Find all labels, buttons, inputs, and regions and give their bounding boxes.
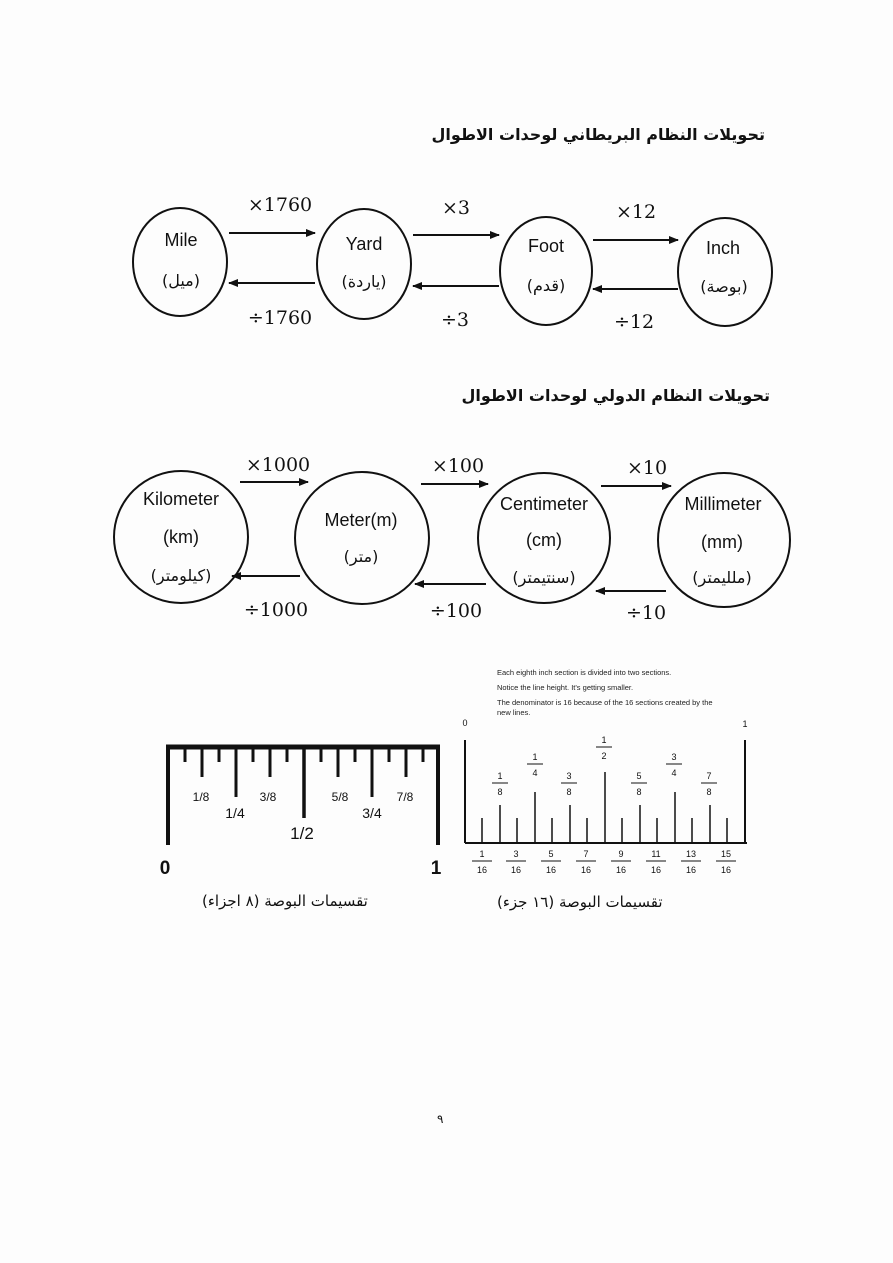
ruler8-label-1-2: 1/2 xyxy=(290,824,314,843)
lower-fraction-den: 16 xyxy=(650,865,662,875)
lower-fraction-den: 16 xyxy=(545,865,557,875)
upper-fraction-den: 8 xyxy=(636,787,642,797)
cm-m-divisor: ÷100 xyxy=(429,600,483,622)
ruler8-caption: تقسيمات البوصة (٨ اجزاء) xyxy=(202,892,368,910)
ruler8-label-1-8: 1/8 xyxy=(192,790,210,804)
kilometer-arabic-label: (كيلومتر) xyxy=(150,566,212,585)
centimeter-abbr: (cm) xyxy=(526,530,562,550)
lower-fraction-num: 11 xyxy=(651,849,661,859)
lower-fraction-num: 1 xyxy=(479,849,485,859)
upper-fraction-num: 5 xyxy=(636,771,642,781)
cm-mm-multiplier: ×10 xyxy=(626,457,668,479)
lower-fraction-den: 16 xyxy=(510,865,522,875)
inch-arabic-label: (بوصة) xyxy=(700,277,748,296)
lower-fraction-den: 16 xyxy=(476,865,488,875)
ruler8-end-label: 1 xyxy=(430,858,442,879)
lower-fraction-num: 13 xyxy=(685,849,697,859)
upper-fraction-num: 1 xyxy=(601,735,607,745)
foot-yard-divisor: ÷3 xyxy=(440,309,470,331)
lower-fraction-den: 16 xyxy=(720,865,732,875)
ruler16-start-label: 0 xyxy=(462,718,468,728)
ruler16-note: The denominator is 16 because of the 16 sections created by the new lines. xyxy=(497,698,713,717)
lower-fraction-den: 16 xyxy=(615,865,627,875)
foot-inch-multiplier: ×12 xyxy=(615,201,657,223)
ruler8-label-7-8: 7/8 xyxy=(396,790,414,804)
upper-fraction-den: 8 xyxy=(566,787,572,797)
meter-circle xyxy=(295,472,429,604)
kilometer-abbr: (km) xyxy=(163,527,199,547)
lower-fraction-num: 5 xyxy=(548,849,554,859)
lower-fraction-num: 15 xyxy=(720,849,732,859)
mm-cm-divisor: ÷10 xyxy=(625,602,667,624)
kilometer-label: Kilometer xyxy=(142,489,220,509)
centimeter-arabic-label: (سنتيمتر) xyxy=(512,568,576,587)
mile-arabic-label: (ميل) xyxy=(161,271,201,290)
inch-label: Inch xyxy=(705,238,741,258)
millimeter-arabic-label: (ملليمتر) xyxy=(692,568,752,587)
yard-foot-multiplier: ×3 xyxy=(441,197,471,219)
ruler16-notes xyxy=(497,668,757,725)
upper-fraction-num: 7 xyxy=(706,771,712,781)
yard-circle xyxy=(317,209,411,319)
meter-label: Meter(m) xyxy=(324,510,398,530)
upper-fraction-den: 8 xyxy=(497,787,503,797)
upper-fraction-den: 8 xyxy=(706,787,712,797)
british-heading: تحويلات النظام البريطاني لوحدات الاطوال xyxy=(431,125,765,144)
upper-fraction-num: 1 xyxy=(532,752,538,762)
ruler8-label-3-8: 3/8 xyxy=(259,790,277,804)
mile-circle xyxy=(133,208,227,316)
metric-heading: تحويلات النظام الدولي لوحدات الاطوال xyxy=(461,386,770,405)
yard-label: Yard xyxy=(345,234,383,254)
m-km-divisor: ÷1000 xyxy=(243,599,309,621)
millimeter-abbr: (mm) xyxy=(701,532,743,552)
lower-fraction-den: 16 xyxy=(685,865,697,875)
lower-fraction-num: 9 xyxy=(618,849,624,859)
lower-fraction-den: 16 xyxy=(580,865,592,875)
upper-fraction-den: 4 xyxy=(532,768,538,778)
upper-fraction-den: 2 xyxy=(601,751,607,761)
ruler8-start-label: 0 xyxy=(159,858,171,879)
ruler8-label-3-4: 3/4 xyxy=(362,805,382,821)
upper-fraction-den: 4 xyxy=(671,768,677,778)
yard-arabic-label: (ياردة) xyxy=(341,272,387,291)
lower-fraction-num: 3 xyxy=(513,849,519,859)
foot-label: Foot xyxy=(527,236,565,256)
mile-label: Mile xyxy=(164,230,198,250)
upper-fraction-num: 1 xyxy=(497,771,503,781)
centimeter-label: Centimeter xyxy=(499,494,589,514)
ruler8-label-5-8: 5/8 xyxy=(331,790,349,804)
inch-foot-divisor: ÷12 xyxy=(613,311,655,333)
ruler16-caption: تقسيمات البوصة (١٦ جزء) xyxy=(497,893,663,911)
km-m-multiplier: ×1000 xyxy=(245,454,311,476)
m-cm-multiplier: ×100 xyxy=(431,455,485,477)
foot-arabic-label: (قدم) xyxy=(526,276,566,295)
lower-fraction-num: 7 xyxy=(583,849,589,859)
inch-circle xyxy=(678,218,772,326)
mile-yard-multiplier: ×1760 xyxy=(247,194,313,216)
upper-fraction-num: 3 xyxy=(671,752,677,762)
ruler16-end-label: 1 xyxy=(742,719,748,729)
page-number: ٩ xyxy=(437,1112,444,1126)
upper-fraction-num: 3 xyxy=(566,771,572,781)
yard-mile-divisor: ÷1760 xyxy=(247,307,313,329)
millimeter-label: Millimeter xyxy=(684,494,762,514)
ruler8-label-1-4: 1/4 xyxy=(225,805,245,821)
ruler16-note: Each eighth inch section is divided into two sections. xyxy=(497,668,672,677)
foot-circle xyxy=(500,217,592,325)
meter-arabic-label: (متر) xyxy=(343,547,379,566)
ruler16-note: Notice the line height. It's getting smaller. xyxy=(497,683,634,692)
